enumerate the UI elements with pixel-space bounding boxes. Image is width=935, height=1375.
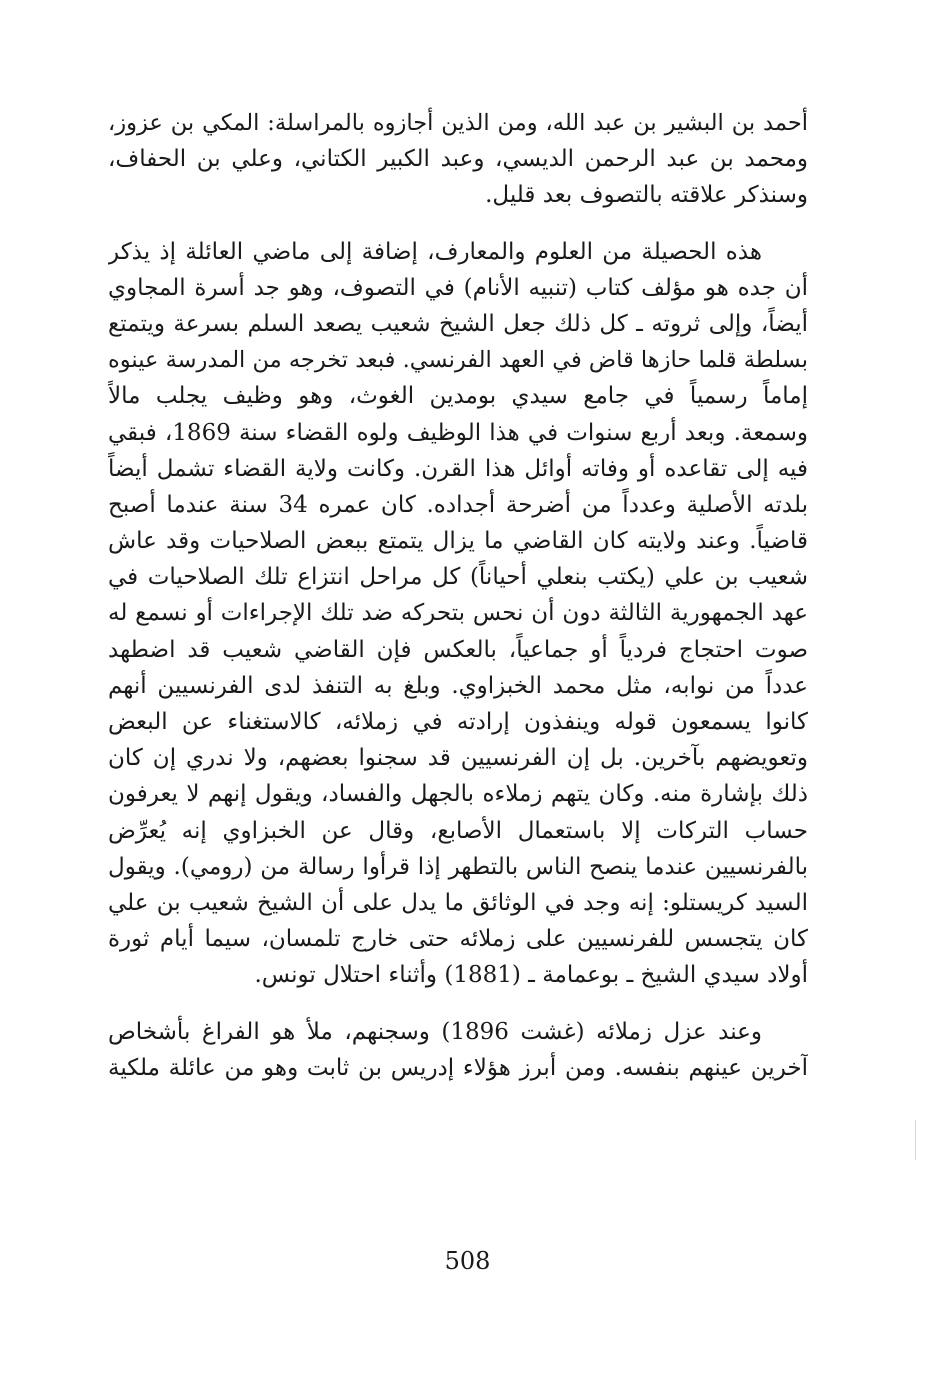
text-line: أن جده هو مؤلف كتاب (تنبيه الأنام) في التصوف، وهو جد أسرة المجاوي — [108, 274, 808, 301]
paragraph-spacer — [108, 214, 808, 234]
text-line: حساب التركات إلا باستعمال الأصابع، وقال عن الخبزاوي إنه يُعرِّض — [108, 817, 808, 844]
text-line: وعند عزل زملائه (غشت 1896) وسجنهم، ملأ هو الفراغ بأشخاص — [108, 1018, 763, 1045]
text-line: صوت احتجاج فردياً أو جماعياً، بالعكس فإن القاضي شعيب قد اضطهد — [108, 636, 808, 663]
text-line: بالفرنسيين عندما ينصح الناس بالتطهر إذا قرأوا رسالة من (رومي). ويقول — [108, 853, 808, 880]
text-line: وتعويضهم بآخرين. بل إن الفرنسيين قد سجنوا بعضهم، ولا ندري إن كان — [108, 745, 808, 772]
text-line: بسلطة قلما حازها قاض في العهد الفرنسي. فبعد تخرجه من المدرسة عينوه — [108, 347, 808, 374]
paragraph-2 — [108, 234, 808, 994]
page-number: 508 — [444, 1247, 491, 1275]
text-line: وسمعة. وبعد أربع سنوات في هذا الوظيف ولوه القضاء سنة 1869، فبقي — [108, 419, 808, 446]
text-line: أيضاً، وإلى ثروته ـ كل ذلك جعل الشيخ شعيب يصعد السلم بسرعة ويتمتع — [108, 310, 808, 337]
text-line: هذه الحصيلة من العلوم والمعارف، إضافة إلى ماضي العائلة إذ يذكر — [108, 238, 762, 265]
text-line: شعيب بن علي (يكتب بنعلي أحياناً) كل مراحل انتزاع تلك الصلاحيات في — [108, 564, 808, 591]
text-line: ومحمد بن عبد الرحمن الديسي، وعبد الكبير الكتاني، وعلي بن الحفاف، — [108, 146, 808, 173]
text-line: ذلك بإشارة منه. وكان يتهم زملاءه بالجهل والفساد، ويقول إنهم لا يعرفون — [108, 781, 808, 808]
text-line: فيه إلى تقاعده أو وفاته أوائل هذا القرن. وكانت ولاية القضاء تشمل أيضاً — [108, 455, 808, 482]
text-line: أحمد بن البشير بن عبد الله، ومن الذين أجازوه بالمراسلة: المكي بن عزوز، — [108, 110, 808, 136]
text-line: أولاد سيدي الشيخ ـ بوعمامة ـ (1881) وأثناء احتلال تونس. — [254, 962, 808, 989]
text-line: بلدته الأصلية وعدداً من أضرحة أجداده. كان عمره 34 سنة عندما أصبح — [108, 491, 808, 518]
text-line: آخرين عينهم بنفسه. ومن أبرز هؤلاء إدريس بن ثابت وهو من عائلة ملكية — [108, 1054, 808, 1081]
paragraph-3 — [108, 1014, 808, 1086]
text-line: كان يتجسس للفرنسيين على زملائه حتى خارج تلمسان، سيما أيام ثورة — [108, 926, 808, 953]
text-line: وسنذكر علاقته بالتصوف بعد قليل. — [485, 182, 808, 209]
page-body — [108, 105, 808, 1086]
text-line: إماماً رسمياً في جامع سيدي بومدين الغوث، وهو وظيف يجلب مالاً — [108, 383, 808, 410]
text-line: عدداً من نوابه، مثل محمد الخبزاوي. وبلغ به التنفذ لدى الفرنسيين أنهم — [108, 672, 808, 699]
scan-edge-mark — [915, 1120, 916, 1160]
paragraph-1 — [108, 105, 808, 214]
text-line: قاضياً. وعند ولايته كان القاضي ما يزال يتمتع ببعض الصلاحيات وقد عاش — [108, 528, 808, 555]
text-line: عهد الجمهورية الثالثة دون أن نحس بتحركه ضد تلك الإجراءات أو نسمع له — [108, 600, 808, 627]
paragraph-spacer — [108, 994, 808, 1014]
text-line: السيد كريستلو: إنه وجد في الوثائق ما يدل على أن الشيخ شعيب بن علي — [108, 889, 808, 916]
text-line: كانوا يسمعون قوله وينفذون إرادته في زملائه، كالاستغناء عن البعض — [108, 709, 808, 735]
